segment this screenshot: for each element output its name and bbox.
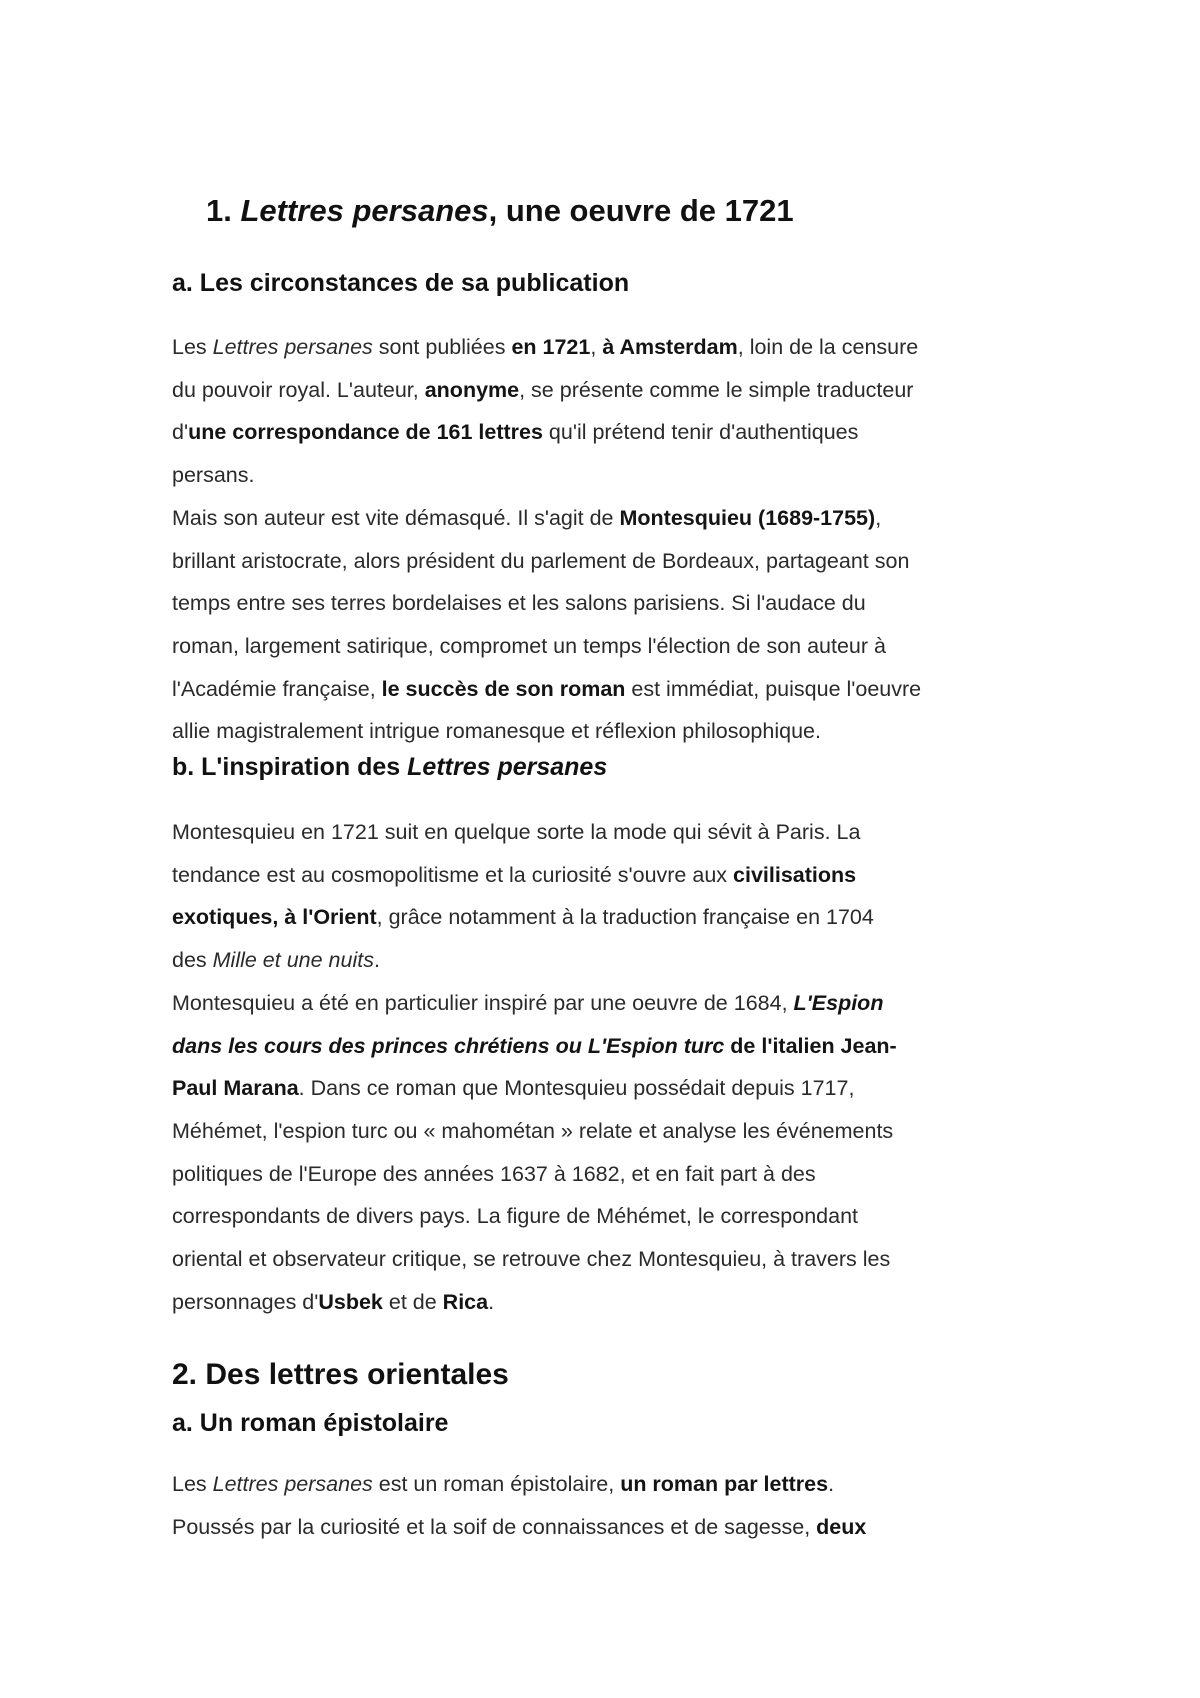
bold-italic-title: L'Espion [793,991,884,1015]
text-run: Montesquieu a été en particulier inspiré par une oeuvre de 1684, [172,991,794,1015]
text-run: des [172,948,213,973]
text-line [172,896,874,939]
section-1-title-italic: Lettres persanes [240,193,489,228]
text-line: Montesquieu en 1721 suit en quelque sorte la mode qui sévit à Paris. La [172,820,861,844]
bold-text: de l'italien Jean- [724,1033,897,1058]
text-run: d' [172,420,189,445]
text-run: l'Académie française, [172,676,382,701]
text-line: persans. [172,463,255,488]
section-1-number: 1. [206,193,232,228]
bold-text: un roman par lettres [620,1472,829,1496]
text-run: . Dans ce roman que Montesquieu possédait depuis 1717, [298,1076,855,1101]
subsection-2a-heading-text: a. Un roman épistolaire [172,1409,449,1437]
text-run: est immédiat, puisque l'oeuvre [625,676,922,701]
text-run: . [373,948,380,973]
text-run: , [875,506,882,530]
text-line: oriental et observateur critique, se retrouve chez Montesquieu, à travers les [172,1247,891,1272]
text-line [172,326,918,369]
subsection-1a-heading [172,269,629,298]
text-run: Les [172,1472,213,1496]
text-line [172,1281,897,1324]
text-run: et de [382,1289,443,1314]
text-line [172,411,918,454]
text-line: brillant aristocrate, alors président du parlement de Bordeaux, partageant son [172,548,910,573]
text-line [172,497,921,540]
text-line [172,1463,866,1506]
subsection-2a-heading [172,1409,448,1438]
subsection-1b-heading [172,753,607,782]
bold-italic-title: dans les cours des princes chrétiens ou L'Espion turc [172,1033,725,1058]
italic-title: Lettres persanes [212,1472,373,1496]
paragraph-1a-2 [172,497,921,753]
text-line [172,668,921,711]
text-line [172,1067,897,1110]
text-line [172,1025,897,1068]
text-run: du pouvoir royal. L'auteur, [172,377,425,402]
text-line: roman, largement satirique, compromet un temps l'élection de son auteur à [172,634,886,659]
text-line: politiques de l'Europe des années 1637 à 1682, et en fait part à des [172,1161,816,1186]
text-run: est un roman épistolaire, [372,1472,621,1496]
paragraph-2a-1 [172,1463,866,1548]
bold-text: une correspondance de 161 lettres [188,420,543,445]
bold-text: deux [816,1514,867,1539]
text-run: , se présente comme le simple traducteur [519,377,914,402]
text-run: Mais son auteur est vite démasqué. Il s'agit de [172,506,620,530]
section-2-heading [172,1358,509,1392]
text-line [172,854,874,897]
section-2-heading-text: 2. Des lettres orientales [172,1358,509,1391]
bold-text: Usbek [318,1289,383,1314]
text-run: , [590,335,603,359]
text-line: allie magistralement intrigue romanesque et réflexion philosophique. [172,719,821,744]
text-run: Poussés par la curiosité et la soif de connaissances et de sagesse, [172,1514,817,1539]
text-run: qu'il prétend tenir d'authentiques [542,420,859,445]
bold-text: Montesquieu (1689-1755) [619,506,876,530]
text-run: . [828,1472,835,1496]
subsection-1b-heading-italic: Lettres persanes [407,753,608,781]
subsection-1b-heading-text: b. L'inspiration des [172,753,408,781]
italic-title: Lettres persanes [212,335,373,359]
text-line: correspondants de divers pays. La figure de Méhémet, le correspondant [172,1204,859,1229]
italic-title: Mille et une nuits [212,948,374,973]
bold-text: civilisations [733,862,857,887]
subsection-1a-heading-text: a. Les circonstances de sa publication [172,269,630,297]
text-line [172,982,897,1025]
bold-text: exotiques, à l'Orient [172,905,377,930]
text-run: personnages d' [172,1289,319,1314]
text-run: Les [172,335,213,359]
paragraph-1b-2 [172,982,897,1324]
bold-text: à Amsterdam [602,335,738,359]
bold-text: Rica [442,1289,489,1314]
text-line [172,1506,866,1549]
text-run: sont publiées [372,335,512,359]
text-line: Méhémet, l'espion turc ou « mahométan » relate et analyse les événements [172,1119,894,1144]
bold-text: le succès de son roman [381,676,626,701]
text-run: , loin de la censure [737,335,919,359]
section-1-heading [206,193,794,229]
section-1-title-rest: , une oeuvre de 1721 [488,193,794,228]
bold-text: en 1721 [511,335,591,359]
text-line [172,369,918,412]
text-run: , grâce notamment à la traduction française en 1704 [376,905,874,930]
text-run: tendance est au cosmopolitisme et la curiosité s'ouvre aux [172,862,734,887]
bold-text: Paul Marana [172,1076,299,1101]
text-line [172,939,874,982]
text-line: temps entre ses terres bordelaises et les salons parisiens. Si l'audace du [172,591,866,616]
bold-text: anonyme [424,377,520,402]
paragraph-1a-1 [172,326,918,497]
paragraph-1b-1 [172,811,874,982]
text-run: . [488,1289,495,1314]
